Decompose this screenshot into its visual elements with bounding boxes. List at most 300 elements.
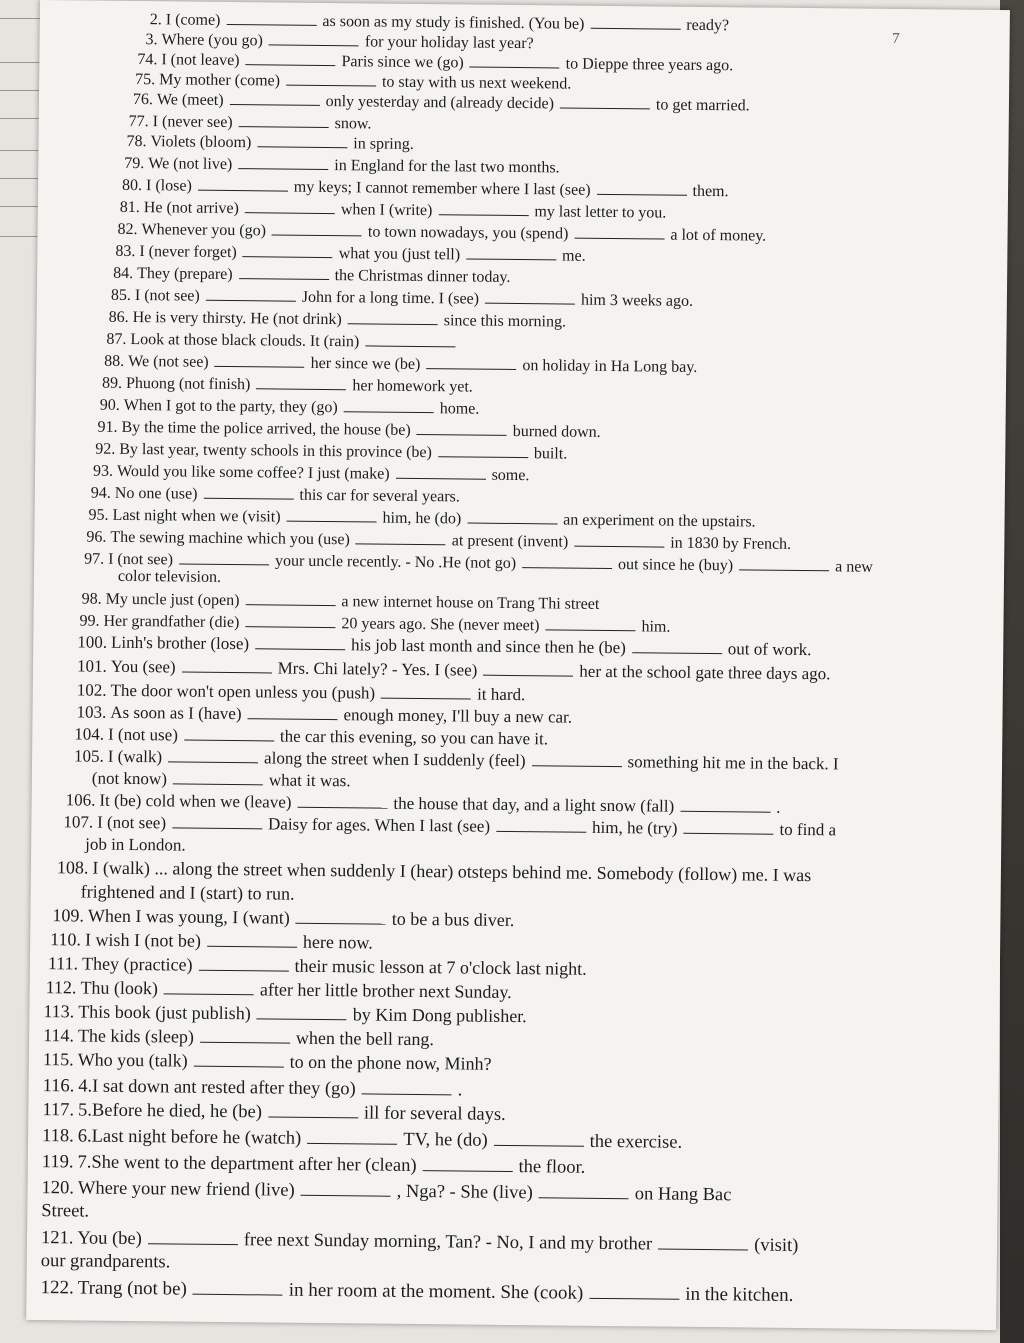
item-text: snow. bbox=[334, 115, 372, 133]
item-text: You (be) bbox=[77, 1228, 142, 1250]
item-text: to on the phone now, Minh? bbox=[289, 1051, 492, 1074]
item-text: TV, he (do) bbox=[403, 1129, 488, 1151]
answer-blank[interactable] bbox=[245, 612, 335, 628]
item-text: him, he (do) bbox=[382, 509, 462, 528]
item-text: We (not live) bbox=[148, 155, 233, 174]
item-text: her since we (be) bbox=[310, 354, 421, 374]
item-number: 116. bbox=[42, 1076, 75, 1097]
item-text: Street. bbox=[41, 1201, 90, 1222]
item-number: 93. bbox=[92, 462, 114, 480]
answer-blank[interactable] bbox=[307, 1129, 397, 1145]
item-text: for your holiday last year? bbox=[364, 33, 534, 53]
answer-blank[interactable] bbox=[296, 909, 386, 925]
answer-blank[interactable] bbox=[247, 704, 337, 720]
item-text: the house that day, and a light snow (fall) bbox=[393, 793, 675, 816]
item-number: 86. bbox=[108, 308, 129, 326]
answer-blank[interactable] bbox=[269, 30, 359, 46]
item-text: (visit) bbox=[754, 1235, 799, 1257]
item-text: the car this evening, so you can have it. bbox=[279, 726, 549, 749]
item-text: It (be) cold when we (leave) bbox=[99, 790, 292, 812]
item-number: 105. bbox=[73, 746, 104, 766]
answer-blank[interactable] bbox=[239, 264, 329, 280]
answer-blank[interactable] bbox=[574, 224, 664, 240]
exercise-item bbox=[100, 395, 480, 419]
item-text: at present (invent) bbox=[451, 532, 569, 551]
exercise-item bbox=[92, 769, 351, 791]
item-text: The kids (sleep) bbox=[77, 1025, 195, 1047]
exercise-item bbox=[46, 978, 512, 1002]
item-number: 109. bbox=[52, 905, 85, 926]
answer-blank[interactable] bbox=[522, 553, 612, 569]
answer-blank[interactable] bbox=[589, 1284, 679, 1300]
item-text: your uncle recently. - No .He (not go) bbox=[274, 552, 517, 573]
item-text: I (not see) bbox=[108, 550, 174, 569]
answer-blank[interactable] bbox=[215, 352, 305, 368]
item-text: Last night when we (visit) bbox=[112, 506, 281, 526]
answer-blank[interactable] bbox=[658, 1235, 748, 1251]
answer-blank[interactable] bbox=[426, 354, 516, 370]
item-number: 98. bbox=[81, 590, 102, 608]
exercise-item bbox=[126, 131, 413, 154]
item-text: home. bbox=[439, 400, 480, 418]
item-text: Look at those black clouds. It (rain) bbox=[130, 330, 360, 351]
item-text: something hit me in the back. I bbox=[627, 752, 839, 774]
answer-blank[interactable] bbox=[560, 93, 650, 109]
item-number: 95. bbox=[88, 506, 109, 524]
exercise-item bbox=[42, 1100, 506, 1125]
answer-blank[interactable] bbox=[680, 797, 770, 813]
answer-blank[interactable] bbox=[365, 331, 455, 347]
answer-blank[interactable] bbox=[539, 1183, 629, 1199]
answer-blank[interactable] bbox=[172, 813, 262, 829]
item-text: the Christmas dinner today. bbox=[334, 267, 511, 286]
answer-blank[interactable] bbox=[485, 289, 575, 305]
item-text: to Dieppe three years ago. bbox=[565, 55, 734, 75]
answer-blank[interactable] bbox=[168, 747, 258, 763]
item-text: as soon as my study is finished. (You be) bbox=[322, 12, 585, 33]
exercise-item bbox=[97, 417, 600, 442]
answer-blank[interactable] bbox=[173, 769, 263, 785]
answer-blank[interactable] bbox=[272, 220, 362, 236]
item-text: him, he (try) bbox=[591, 817, 678, 838]
item-text: Would you like some coffee? I just (make) bbox=[116, 462, 390, 483]
answer-blank[interactable] bbox=[245, 590, 335, 606]
answer-blank[interactable] bbox=[286, 71, 376, 87]
item-number: 91. bbox=[97, 418, 118, 436]
item-number: 107. bbox=[63, 812, 94, 832]
answer-blank[interactable] bbox=[683, 819, 773, 835]
item-text: Where (you go) bbox=[161, 31, 263, 50]
item-number: 100. bbox=[77, 632, 108, 652]
item-text: 6.Last night before he (watch) bbox=[77, 1126, 302, 1149]
item-text: He is very thirsty. He (not drink) bbox=[132, 308, 342, 329]
item-number: 120. bbox=[41, 1178, 75, 1199]
item-text: ill for several days. bbox=[363, 1103, 506, 1125]
exercise-item bbox=[118, 567, 221, 587]
exercise-item bbox=[82, 588, 600, 613]
item-number: 77. bbox=[128, 112, 149, 131]
item-number: 99. bbox=[79, 612, 100, 630]
exercise-item bbox=[106, 329, 461, 353]
worksheet-page bbox=[26, 0, 1010, 1330]
item-text: enough money, I'll buy a new car. bbox=[343, 705, 573, 727]
answer-blank[interactable] bbox=[483, 661, 573, 677]
item-text: an experiment on the upstairs. bbox=[563, 511, 756, 531]
item-number: 103. bbox=[76, 702, 107, 722]
item-text: 20 years ago. She (never meet) bbox=[341, 615, 540, 635]
item-text: We (meet) bbox=[156, 91, 224, 109]
answer-blank[interactable] bbox=[200, 1028, 290, 1044]
item-text: their music lesson at 7 o'clock last night. bbox=[294, 955, 587, 979]
answer-blank[interactable] bbox=[239, 112, 329, 128]
answer-blank[interactable] bbox=[198, 176, 288, 192]
item-text: only yesterday and (already decide) bbox=[325, 92, 555, 113]
item-number: 82. bbox=[117, 220, 138, 239]
item-text: Where your new friend (live) bbox=[77, 1178, 295, 1201]
answer-blank[interactable] bbox=[470, 53, 560, 69]
exercise-item bbox=[43, 1026, 434, 1049]
answer-blank[interactable] bbox=[207, 932, 297, 948]
exercise-item bbox=[74, 724, 548, 748]
answer-blank[interactable] bbox=[179, 549, 269, 565]
item-text: Who you (talk) bbox=[77, 1049, 188, 1071]
item-text: my last letter to you. bbox=[534, 203, 667, 222]
item-text: her homework yet. bbox=[352, 377, 473, 396]
answer-blank[interactable] bbox=[417, 420, 507, 436]
answer-blank[interactable] bbox=[257, 1004, 347, 1020]
item-text: John for a long time. I (see) bbox=[301, 288, 480, 308]
item-number: 122. bbox=[40, 1277, 74, 1299]
item-number: 75. bbox=[135, 71, 156, 89]
item-text: Paris since we (go) bbox=[341, 53, 464, 72]
answer-blank[interactable] bbox=[243, 242, 333, 258]
item-text: Her grandfather (die) bbox=[103, 612, 240, 632]
answer-blank[interactable] bbox=[574, 532, 664, 548]
exercise-item bbox=[113, 263, 511, 287]
item-number: 92. bbox=[95, 440, 116, 458]
exercise-item bbox=[43, 1076, 463, 1100]
answer-blank[interactable] bbox=[198, 956, 288, 972]
item-text: here now. bbox=[302, 931, 373, 953]
item-text: By the time the police arrived, the house (be) bbox=[121, 418, 411, 439]
item-text: , Nga? - She (live) bbox=[396, 1181, 533, 1204]
answer-blank[interactable] bbox=[297, 793, 387, 809]
answer-blank[interactable] bbox=[356, 529, 446, 545]
exercise-item bbox=[77, 632, 811, 659]
exercise-item bbox=[41, 1178, 731, 1205]
exercise-item bbox=[129, 111, 372, 134]
item-text: By last year, twenty schools in this province (be) bbox=[119, 440, 432, 462]
item-text: a lot of money. bbox=[670, 226, 767, 245]
item-text: When I was young, I (want) bbox=[87, 905, 290, 928]
item-number: 88. bbox=[104, 352, 125, 370]
item-text: Mrs. Chi lately? - Yes. I (see) bbox=[277, 658, 478, 680]
item-text: in England for the last two months. bbox=[334, 157, 560, 177]
answer-blank[interactable] bbox=[466, 244, 556, 260]
exercise-item bbox=[93, 461, 530, 486]
exercise-item bbox=[77, 656, 831, 683]
item-number: 113. bbox=[43, 1001, 75, 1022]
item-text: This book (just publish) bbox=[78, 1001, 251, 1024]
item-text: Whenever you (go) bbox=[141, 221, 267, 240]
item-text: by Kim Dong publisher. bbox=[352, 1004, 527, 1027]
item-number: 83. bbox=[115, 242, 136, 261]
answer-blank[interactable] bbox=[545, 615, 635, 631]
item-text: to stay with us next weekend. bbox=[381, 73, 572, 93]
item-text: in her room at the moment. She (cook) bbox=[288, 1279, 584, 1304]
item-text: when the bell rang. bbox=[295, 1027, 435, 1050]
item-text: frightened and I (start) to run. bbox=[80, 881, 295, 904]
item-text: As soon as I (have) bbox=[110, 702, 242, 724]
exercise-item bbox=[124, 153, 560, 178]
item-text: when I (write) bbox=[340, 201, 433, 220]
item-text: Phuong (not finish) bbox=[125, 374, 251, 394]
answer-blank[interactable] bbox=[381, 684, 471, 700]
item-number: 115. bbox=[42, 1049, 74, 1070]
item-text: I (not see) bbox=[97, 812, 167, 833]
answer-blank[interactable] bbox=[230, 90, 320, 106]
item-number: 121. bbox=[40, 1228, 74, 1249]
answer-blank[interactable] bbox=[590, 14, 680, 30]
item-text: I (not use) bbox=[107, 724, 179, 745]
answer-blank[interactable] bbox=[532, 751, 622, 767]
item-text: Violets (bloom) bbox=[150, 133, 252, 152]
item-text: You (see) bbox=[110, 656, 176, 677]
item-text: it hard. bbox=[477, 684, 526, 705]
exercise-item bbox=[81, 882, 295, 903]
answer-blank[interactable] bbox=[496, 817, 586, 833]
item-text: My uncle just (open) bbox=[105, 590, 240, 610]
item-number: 104. bbox=[74, 724, 105, 744]
item-text: He (not arrive) bbox=[143, 199, 239, 218]
answer-blank[interactable] bbox=[182, 658, 272, 674]
item-text: I (never forget) bbox=[139, 243, 237, 262]
exercise-item bbox=[42, 1126, 682, 1153]
exercise-item bbox=[52, 906, 514, 930]
item-number: 108. bbox=[56, 857, 89, 878]
item-text: his job last month and since then he (be) bbox=[351, 635, 626, 658]
item-text: her at the school gate three days ago. bbox=[579, 661, 831, 684]
item-number: 78. bbox=[126, 132, 147, 151]
item-number: 96. bbox=[86, 528, 107, 546]
item-text: our grandparents. bbox=[40, 1251, 171, 1273]
item-text: I (lose) bbox=[145, 177, 192, 195]
item-text: a new bbox=[835, 558, 874, 576]
exercise-item bbox=[50, 930, 373, 952]
item-number: 94. bbox=[90, 484, 111, 502]
item-text: on holiday in Ha Long bay. bbox=[522, 357, 698, 376]
item-number: 97. bbox=[84, 550, 105, 568]
item-number: 119. bbox=[41, 1152, 74, 1173]
item-number: 80. bbox=[121, 176, 143, 195]
item-number: 89. bbox=[101, 374, 123, 392]
item-text: to get married. bbox=[655, 96, 750, 115]
item-text: since this morning. bbox=[443, 312, 567, 331]
answer-blank[interactable] bbox=[362, 1079, 452, 1095]
answer-blank[interactable] bbox=[257, 132, 347, 148]
item-text: ready? bbox=[686, 16, 730, 35]
item-text: They (practice) bbox=[81, 953, 193, 975]
item-text: a new internet house on Trang Thi street bbox=[341, 593, 600, 613]
item-text: Thu (look) bbox=[80, 977, 159, 999]
item-text: Linh's brother (lose) bbox=[110, 632, 250, 654]
item-text: some. bbox=[491, 466, 530, 485]
item-number: 112. bbox=[45, 977, 77, 998]
item-text: him. bbox=[641, 618, 671, 636]
page-number: 7 bbox=[892, 30, 900, 48]
item-text: to find a bbox=[779, 819, 837, 840]
item-text: out of work. bbox=[727, 639, 812, 660]
item-number: 85. bbox=[110, 286, 131, 304]
item-text: When I got to the party, they (go) bbox=[123, 396, 338, 417]
item-text: him 3 weeks ago. bbox=[580, 291, 694, 310]
exercise-item bbox=[109, 307, 567, 332]
answer-blank[interactable] bbox=[597, 180, 687, 196]
item-text: me. bbox=[562, 247, 586, 265]
answer-blank[interactable] bbox=[287, 507, 377, 523]
item-number: 102. bbox=[76, 680, 107, 700]
item-text: . bbox=[776, 797, 781, 817]
item-text: The door won't open unless you (push) bbox=[110, 680, 376, 703]
item-number: 118. bbox=[41, 1126, 74, 1147]
item-text: 4.I sat down ant rested after they (go) bbox=[78, 1076, 356, 1100]
item-text: I (never see) bbox=[152, 113, 233, 132]
item-text: on Hang Bac bbox=[634, 1184, 732, 1206]
answer-blank[interactable] bbox=[268, 1102, 358, 1118]
answer-blank[interactable] bbox=[348, 309, 438, 325]
item-number: 87. bbox=[106, 330, 127, 348]
item-text: We (not see) bbox=[128, 352, 209, 371]
answer-blank[interactable] bbox=[396, 464, 486, 480]
item-text: to be a bus diver. bbox=[391, 908, 515, 931]
answer-blank[interactable] bbox=[246, 50, 336, 66]
answer-blank[interactable] bbox=[255, 634, 345, 650]
exercise-item bbox=[43, 1002, 527, 1026]
exercise-item bbox=[91, 483, 460, 507]
item-text: this car for several years. bbox=[299, 486, 460, 506]
item-number: 3. bbox=[145, 31, 158, 49]
item-text: 5.Before he died, he (be) bbox=[77, 1100, 263, 1123]
answer-blank[interactable] bbox=[467, 509, 557, 525]
item-number: 76. bbox=[132, 90, 154, 109]
item-text: color television. bbox=[117, 567, 222, 586]
answer-blank[interactable] bbox=[301, 1181, 391, 1197]
item-text: I (walk) ... along the street when suddenly I (hear) otsteps behind me. Somebody (follow) me. I was bbox=[92, 857, 812, 886]
exercise-item bbox=[85, 835, 186, 855]
item-text: No one (use) bbox=[114, 484, 198, 503]
exercise-item bbox=[77, 680, 526, 704]
item-text: The sewing machine which you (use) bbox=[110, 528, 350, 549]
item-text: my keys; I cannot remember where I last (see) bbox=[293, 178, 591, 199]
answer-blank[interactable] bbox=[194, 1052, 284, 1068]
item-text: to town nowadays, you (spend) bbox=[367, 223, 569, 243]
exercise-item bbox=[115, 241, 585, 266]
item-text: along the street when I suddenly (feel) bbox=[264, 748, 526, 771]
exercise-item bbox=[120, 197, 667, 223]
answer-blank[interactable] bbox=[438, 442, 528, 458]
item-text: I wish I (not be) bbox=[84, 929, 202, 951]
item-number: 117. bbox=[42, 1100, 75, 1121]
item-number: 2. bbox=[149, 11, 162, 29]
exercise-list bbox=[40, 0, 996, 1330]
exercise-item bbox=[41, 1252, 171, 1272]
answer-blank[interactable] bbox=[184, 726, 274, 742]
item-text: after her little brother next Sunday. bbox=[259, 979, 512, 1002]
answer-blank[interactable] bbox=[245, 198, 335, 214]
item-text: free next Sunday morning, Tan? - No, I and my brother bbox=[243, 1230, 653, 1255]
answer-blank[interactable] bbox=[238, 154, 328, 170]
answer-blank[interactable] bbox=[438, 200, 528, 216]
answer-blank[interactable] bbox=[226, 10, 316, 26]
exercise-item bbox=[43, 1050, 492, 1074]
item-text: I (walk) bbox=[107, 746, 163, 767]
exercise-item bbox=[57, 858, 811, 885]
item-text: what you (just tell) bbox=[338, 245, 461, 264]
item-number: 84. bbox=[113, 264, 134, 282]
item-text: in spring. bbox=[353, 135, 414, 153]
exercise-item bbox=[95, 439, 567, 464]
exercise-item bbox=[40, 1278, 793, 1305]
item-text: out since he (buy) bbox=[617, 556, 734, 575]
answer-blank[interactable] bbox=[164, 979, 254, 995]
exercise-item bbox=[41, 1202, 89, 1221]
exercise-item bbox=[102, 373, 473, 397]
item-text: the exercise. bbox=[589, 1131, 683, 1153]
item-text: My mother (come) bbox=[159, 71, 281, 90]
item-number: 79. bbox=[124, 154, 145, 173]
item-text: in the kitchen. bbox=[685, 1283, 794, 1306]
item-number: 81. bbox=[119, 198, 140, 217]
answer-blank[interactable] bbox=[344, 397, 434, 413]
item-number: 114. bbox=[43, 1025, 75, 1046]
item-text: burned down. bbox=[512, 422, 601, 441]
item-number: 110. bbox=[50, 929, 82, 950]
answer-blank[interactable] bbox=[494, 1131, 584, 1147]
exercise-item bbox=[48, 954, 587, 979]
item-text: They (prepare) bbox=[137, 265, 233, 284]
item-number: 74. bbox=[137, 51, 158, 69]
item-text: I (not see) bbox=[134, 287, 200, 305]
item-text: (not know) bbox=[91, 768, 168, 789]
exercise-item bbox=[76, 702, 572, 726]
item-text: Daisy for ages. When I last (see) bbox=[267, 814, 491, 836]
exercise-item bbox=[42, 1152, 586, 1178]
answer-blank[interactable] bbox=[193, 1280, 283, 1296]
item-number: 101. bbox=[76, 656, 107, 676]
item-text: Trang (not be) bbox=[77, 1277, 187, 1300]
answer-blank[interactable] bbox=[632, 638, 722, 654]
item-text: them. bbox=[692, 182, 729, 201]
item-text: 7.She went to the department after her (clean) bbox=[77, 1152, 417, 1177]
answer-blank[interactable] bbox=[206, 286, 296, 302]
item-number: 90. bbox=[99, 396, 120, 414]
answer-blank[interactable] bbox=[148, 1229, 238, 1245]
answer-blank[interactable] bbox=[422, 1156, 512, 1172]
answer-blank[interactable] bbox=[256, 374, 346, 390]
item-text: in 1830 by French. bbox=[670, 534, 792, 553]
item-text: what it was. bbox=[268, 770, 351, 791]
answer-blank[interactable] bbox=[203, 484, 293, 500]
item-number: 106. bbox=[65, 790, 96, 810]
answer-blank[interactable] bbox=[739, 555, 829, 571]
item-text: . bbox=[457, 1080, 463, 1101]
item-text: built. bbox=[533, 445, 568, 463]
item-text: job in London. bbox=[85, 834, 186, 855]
item-text: I (not leave) bbox=[161, 51, 240, 70]
item-text: I (come) bbox=[165, 11, 221, 29]
item-text: the floor. bbox=[518, 1157, 586, 1178]
item-number: 111. bbox=[47, 953, 79, 974]
